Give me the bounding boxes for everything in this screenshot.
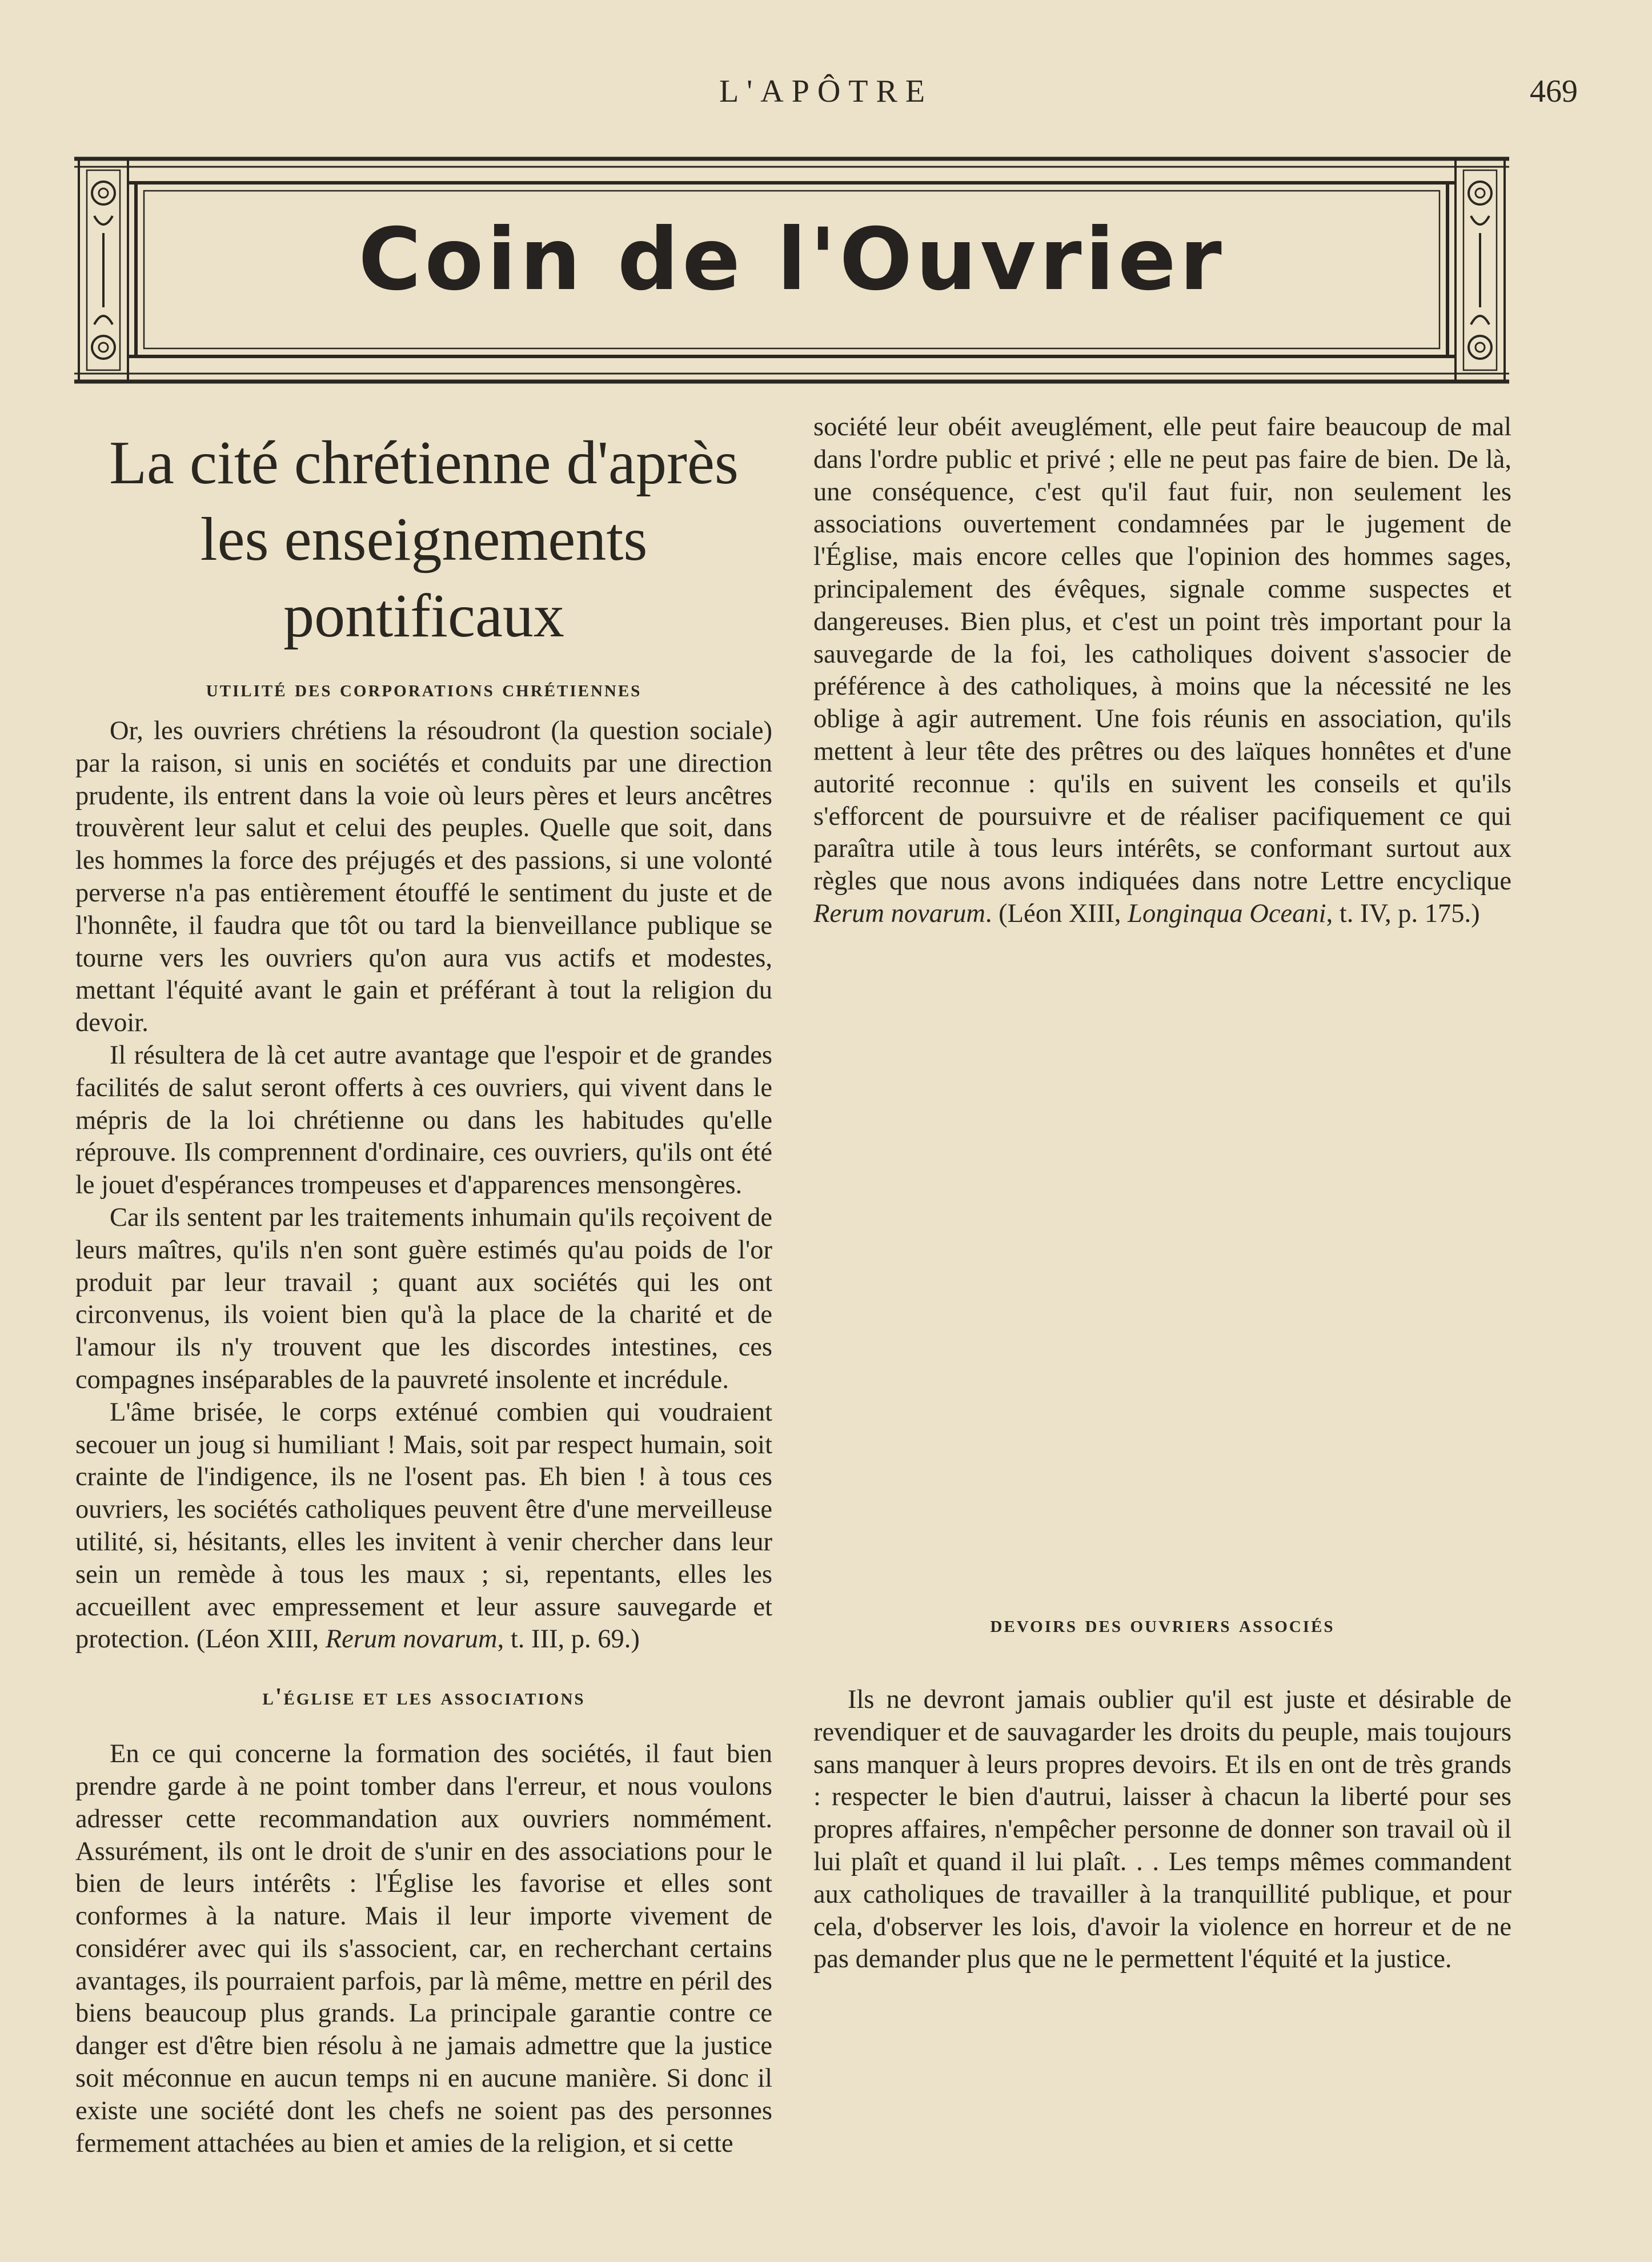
left-column — [75, 411, 772, 2160]
section-heading: l'église et les associations — [262, 1684, 586, 1711]
paragraph — [75, 1397, 772, 1656]
article-title-line: les enseignements — [200, 506, 648, 573]
page-header — [74, 73, 1578, 113]
citation-ref: , t. IV, p. 175.) — [1326, 899, 1480, 928]
running-title: L'APÔTRE — [719, 74, 933, 109]
citation-title: Rerum novarum — [813, 899, 985, 928]
article-title-line: La cité chrétienne d'après — [109, 429, 739, 497]
banner-title: Coin de l'Ouvrier — [358, 210, 1225, 310]
paragraph — [75, 1738, 772, 2160]
citation-title: Longinqua Oceani — [1128, 899, 1326, 928]
paragraph: Il résultera de là cet autre avantage que l'espoir et de grandes facilités de salut seront offerts à ces ouvriers, qui vivent dans le mépris de la loi chrétienne ou dans les habitudes qu'elle réprouve. Ils comprennent d'ordinaire, ces ouvriers, qu'ils ont été le jouet d'espérances trompeuses et d'apparences mensongères. — [75, 1040, 772, 1200]
citation-title: Rerum novarum — [325, 1625, 498, 1654]
paragraph-continued — [813, 411, 1511, 931]
paragraph: Car ils sentent par les traitements inhumain qu'ils reçoivent de leurs maîtres, qu'ils n'en sont guère estimés qu'au poids de l'or produit par leur travail ; quant aux sociétés qui les ont circonvenus, ils voient bien qu'à la place de la charité et de l'amour ils n'y trouvent que les discordes intestines, ces compagnes inséparables de la pauvreté insolente et incrédule. — [75, 1202, 772, 1394]
article-title — [75, 411, 772, 655]
citation-ref: , t. III, p. 69.) — [497, 1625, 640, 1654]
right-column — [813, 411, 1511, 1976]
paragraph: Ils ne devront jamais oublier qu'il est juste et désirable de revendiquer et de sauvagarder les droits du peuple, mais toujours sans manquer à leurs propres devoirs. Et ils en ont de très grands : respecter le bien d'autrui, laisser à chacun la liberté pour ses propres affaires, n'empêcher personne de donner son travail où il lui plaît et quand il lui plaît. . . Les temps mêmes commandent aux catholiques de travailler à la tranquillité publique, et pour cela, d'observer les lois, d'avoir la violence en horreur et de ne pas demander plus que ne le permettent l'équité et la justice. — [813, 1685, 1511, 1974]
paragraph: Or, les ouvriers chrétiens la résoudront (la question sociale) par la raison, si unis en sociétés et conduits par une direction prudente, ils entrent dans la voie où leurs pères et leurs ancêtres trouvèrent leur salut et celui des peuples. Quelle que soit, dans les hommes la force des préjugés et des passions, si une volonté perverse n'a pas entièrement étouffé le sentiment du juste et de l'honnête, il faudra que tôt ou tard la bienveillance publique se tourne vers les ouvriers qu'on aura vus actifs et modestes, mettant l'équité avant le gain et préférant à tout la religion du devoir. — [75, 716, 772, 1038]
article-title-line: pontificaux — [283, 582, 564, 650]
paragraph-text: société leur obéit aveuglément, elle peut faire beaucoup de mal dans l'ordre public et privé ; elle ne peut pas faire de bien. De là, une conséquence, c'est qu'il faut fuir, non seulement les associations ouvertement condamnées par le jugement de l'Église, mais encore celles que l'opinion des hommes sages, principalement des évêques, signale comme suspectes et dangereuses. Bien plus, et c'est un point très important pour la sauvegarde de la foi, les catholiques doivent s'associer de préférence à des catholiques, à moins que la nécessité ne les oblige à agir autrement. Une fois réunis en association, qu'ils mettent à leur tête des prêtres ou des laïques honnêtes et d'une autorité reconnue : qu'ils en suivent les conseils et qu'ils s'efforcent de poursuivre et de réaliser pacifiquement ce qui paraîtra utile à tous leurs intérêts, se conformant surtout aux règles que nous avons indiquées dans notre Lettre encyclique — [813, 412, 1511, 896]
section-heading: utilité des corporations chrétiennes — [206, 676, 642, 702]
section-banner — [74, 153, 1509, 386]
citation-ref: . (Léon XIII, — [985, 899, 1128, 928]
paragraph-text: En ce qui concerne la formation des sociétés, il faut bien prendre garde à ne point tomber dans l'erreur, et nous voulons adresser cette recommandation aux ouvriers nommément. Assurément, ils ont le droit de s'unir en des associations pour le bien de leurs intérêts : l'Église les favorise et elles sont conformes à la nature. Mais il leur importe vivement de considérer avec qui ils s'associent, car, en recherchant certains avantages, ils pourraient parfois, par là même, mettre en péril des biens beaucoup plus grands. La principale garantie contre ce danger est d'être bien résolu à ne jamais admettre que la justice soit méconnue en aucun temps ni en aucune manière. Si donc il existe une société dont les chefs ne soient pas des personnes fermement attachées au bien et amies de la religion, et si cette — [75, 1739, 772, 2158]
section-heading: devoirs des ouvriers associés — [990, 1611, 1335, 1638]
page-number: 469 — [1530, 74, 1578, 109]
paragraph-text: L'âme brisée, le corps exténué combien qui voudraient secouer un joug si humiliant ! Mais, soit par respect humain, soit crainte de l'indigence, ils ne l'osent pas. Eh bien ! à tous ces ouvriers, les sociétés catholiques peuvent être d'une merveilleuse utilité, si, hésitants, elles les invitent à venir chercher dans leur sein un remède à tous les maux ; si, repentants, elles les accueillent avec empressement et leur assure sauvegarde et protection. (Léon XIII, — [75, 1397, 772, 1654]
